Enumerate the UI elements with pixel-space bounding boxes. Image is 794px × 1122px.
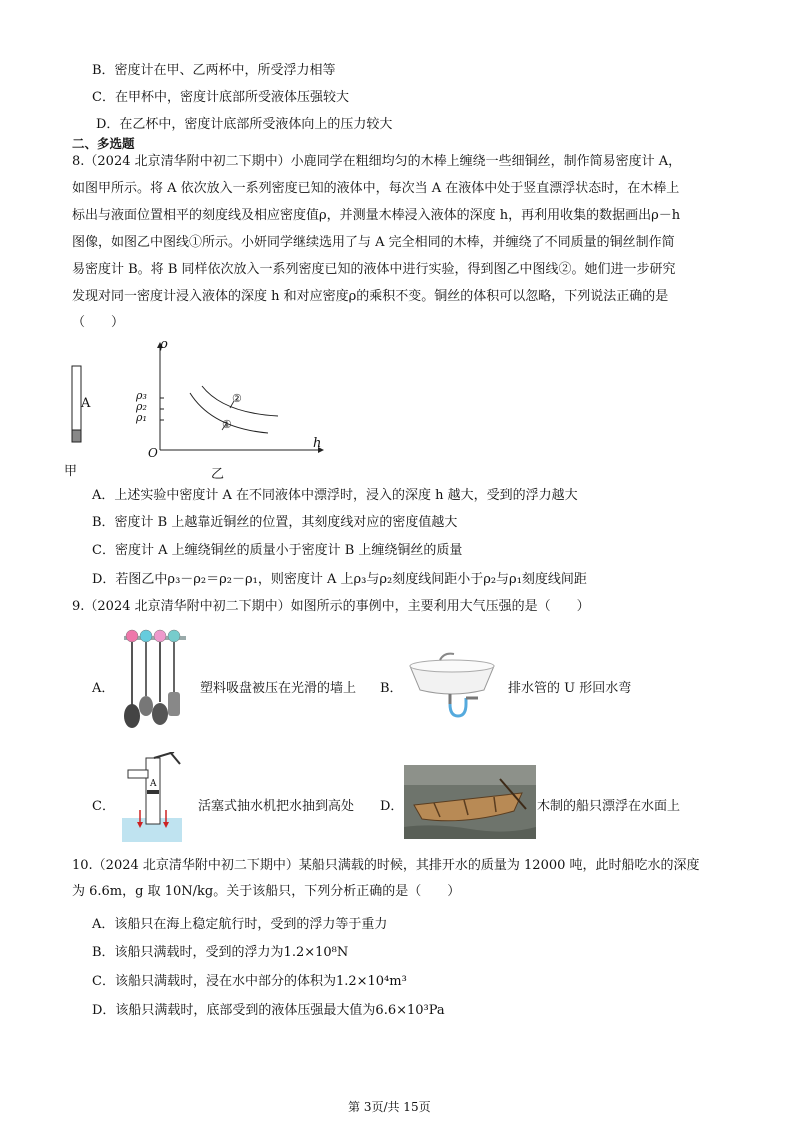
q8-stem-line-7: （ ） xyxy=(72,315,125,330)
y-axis-label: ρ xyxy=(160,337,168,352)
curve-2-label: ② xyxy=(232,392,242,405)
q8-option-d: D．若图乙中ρ₃－ρ₂＝ρ₂－ρ₁，则密度计 A 上ρ₃与ρ₂刻度线间距小于ρ₂与ρ₁刻度线间距 xyxy=(92,572,587,587)
q10-stem-line-1: 10.（2024 北京清华附中初二下期中）某船只满载的时候，其排开水的质量为 12000 吨，此时船吃水的深度 xyxy=(72,858,700,873)
q9-option-b-letter: B． xyxy=(380,681,403,696)
q9-option-d-text: 木制的船只漂浮在水面上 xyxy=(537,799,681,814)
q8-stem-line-4: 图像，如图乙中图线①所示。小妍同学继续选用了与 A 完全相同的木棒，并缠绕了不同质量的铜丝制作简 xyxy=(72,235,675,250)
q9-option-c-text: 活塞式抽水机把水抽到高处 xyxy=(198,799,355,814)
q8-option-b: B．密度计 B 上越靠近铜丝的位置，其刻度线对应的密度值越大 xyxy=(92,515,458,530)
wooden-boat-image xyxy=(404,765,536,839)
figure-yi-label: 乙 xyxy=(211,467,225,482)
q7-option-d: D．在乙杯中，密度计底部所受液体向上的压力较大 xyxy=(96,117,393,132)
q10-stem-line-2: 为 6.6m，g 取 10N/kg。关于该船只，下列分析正确的是（ ） xyxy=(72,884,461,899)
sink-u-trap-image xyxy=(404,646,500,726)
tick-rho2: ρ₂ xyxy=(136,400,147,413)
origin-label: O xyxy=(148,446,158,460)
tick-rho3: ρ₃ xyxy=(136,389,147,402)
section-title: 二、多选题 xyxy=(72,136,135,151)
q9-option-a-text: 塑料吸盘被压在光滑的墙上 xyxy=(200,681,357,696)
q7-option-c: C．在甲杯中，密度计底部所受液体压强较大 xyxy=(92,90,349,105)
q8-option-a: A．上述实验中密度计 A 在不同液体中漂浮时，浸入的深度 h 越大，受到的浮力越大 xyxy=(92,488,578,503)
q10-option-c: C．该船只满载时，浸在水中部分的体积为1.2×10⁴m³ xyxy=(92,974,407,989)
rho-h-graph xyxy=(128,338,328,466)
x-axis-label: h xyxy=(313,436,322,451)
q8-stem-line-3: 标出与液面位置相平的刻度线及相应密度值ρ，并测量木棒浸入液体的深度 h，再利用收集的数据画出ρ－h xyxy=(72,208,681,223)
q7-option-b: B．密度计在甲、乙两杯中，所受浮力相等 xyxy=(92,63,336,78)
q9-option-a-letter: A． xyxy=(92,681,115,696)
density-meter-rod-figure xyxy=(66,362,96,472)
curve-1-label: ① xyxy=(222,418,232,431)
figure-jia-label: 甲 xyxy=(64,464,78,479)
q8-stem-line-5: 易密度计 B。将 B 同样依次放入一系列密度已知的液体中进行实验，得到图乙中图线②。她们进一步研究 xyxy=(72,262,676,277)
q9-option-b-text: 排水管的 U 形回水弯 xyxy=(508,681,632,696)
q8-stem-line-2: 如图甲所示。将 A 依次放入一系列密度已知的液体中，每次当 A 在液体中处于竖直漂浮状态时，在木棒上 xyxy=(72,181,680,196)
piston-pump-image xyxy=(118,752,186,844)
q8-stem-line-6: 发现对同一密度计浸入液体的深度 h 和对应密度ρ的乘积不变。铜丝的体积可以忽略，下列说法正确的是 xyxy=(72,289,669,304)
pump-part-label: A xyxy=(150,779,157,789)
q10-option-b: B．该船只满载时，受到的浮力为1.2×10⁸N xyxy=(92,945,349,960)
suction-cup-utensils-image xyxy=(120,626,190,736)
page-number-footer: 第 3页/共 15页 xyxy=(348,1100,431,1114)
q10-option-d: D．该船只满载时，底部受到的液体压强最大值为6.6×10³Pa xyxy=(92,1003,445,1018)
q8-option-c: C．密度计 A 上缠绕铜丝的质量小于密度计 B 上缠绕铜丝的质量 xyxy=(92,543,463,558)
q9-option-d-letter: D． xyxy=(380,799,404,814)
tick-rho1: ρ₁ xyxy=(136,411,147,424)
rod-label: A xyxy=(81,396,91,411)
q8-stem-line-1: 8.（2024 北京清华附中初二下期中）小鹿同学在粗细均匀的木棒上缠绕一些细铜丝，制作简易密度计 A， xyxy=(72,154,682,169)
q10-option-a: A．该船只在海上稳定航行时，受到的浮力等于重力 xyxy=(92,917,388,932)
q9-stem: 9.（2024 北京清华附中初二下期中）如图所示的事例中，主要利用大气压强的是（ ） xyxy=(72,599,590,614)
q9-option-c-letter: C． xyxy=(92,799,115,814)
